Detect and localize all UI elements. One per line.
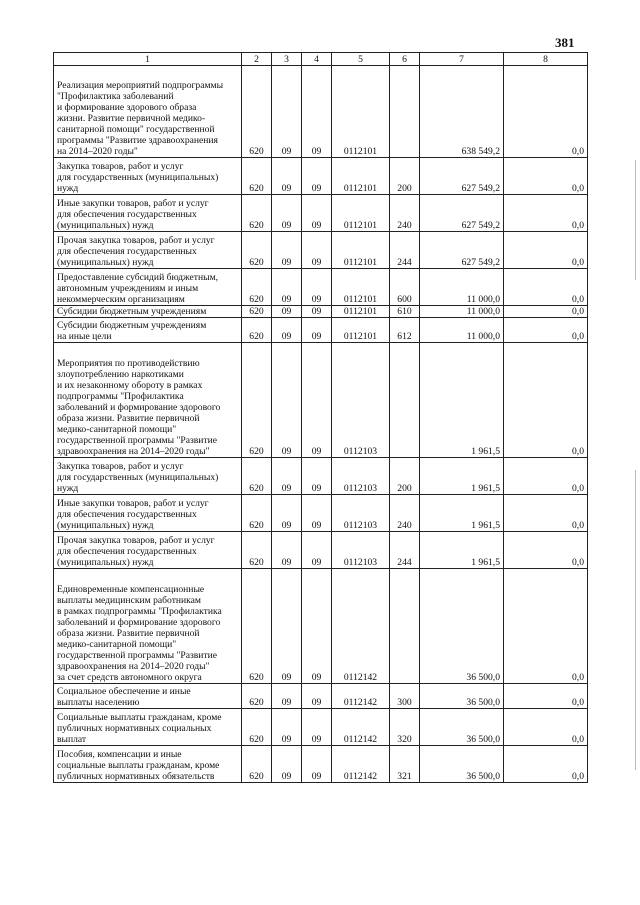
amount-col8-cell: 0,0 bbox=[504, 569, 588, 684]
row-description: Реализация мероприятий подпрограммы "Профилактика заболеваний и формирование здорового образа жизни. Развитие первичной медико- санитарной помощи" государственной программы "Развитие здравоохранения на 2014–2020 годы" bbox=[57, 80, 224, 157]
amount-col8-cell: 0,0 bbox=[504, 709, 588, 746]
section-code-cell: 09 bbox=[272, 495, 302, 532]
section-code-cell: 09 bbox=[272, 746, 302, 783]
row-description: Прочая закупка товаров, работ и услуг для обеспечения государственных (муниципальных) нужд bbox=[57, 235, 215, 268]
target-article-code-cell: 0112101 bbox=[332, 306, 390, 318]
section-code-cell: 09 bbox=[272, 684, 302, 709]
row-description: Социальные выплаты гражданам, кроме публичных нормативных социальных выплат bbox=[57, 712, 222, 745]
amount-cell: 627 549,2 bbox=[420, 195, 504, 232]
chapter-code-cell: 620 bbox=[242, 318, 272, 343]
table-row bbox=[54, 532, 588, 569]
expense-type-code-cell: 244 bbox=[390, 232, 420, 269]
section-code-cell: 09 bbox=[272, 195, 302, 232]
section-code-cell: 09 bbox=[272, 709, 302, 746]
column-header-7: 7 bbox=[420, 53, 504, 66]
section-code-cell: 09 bbox=[272, 458, 302, 495]
target-article-code-cell: 0112101 bbox=[332, 158, 390, 195]
amount-cell: 36 500,0 bbox=[420, 746, 504, 783]
amount-col8-cell: 0,0 bbox=[504, 746, 588, 783]
amount-cell: 36 500,0 bbox=[420, 709, 504, 746]
table-row bbox=[54, 195, 588, 232]
subsection-code-cell: 09 bbox=[302, 532, 332, 569]
expense-type-code-cell: 240 bbox=[390, 195, 420, 232]
target-article-code-cell: 0112101 bbox=[332, 318, 390, 343]
chapter-code-cell: 620 bbox=[242, 684, 272, 709]
expense-type-code-cell: 300 bbox=[390, 684, 420, 709]
amount-cell: 1 961,5 bbox=[420, 532, 504, 569]
amount-cell: 638 549,2 bbox=[420, 66, 504, 158]
column-header-6: 6 bbox=[390, 53, 420, 66]
column-header-2: 2 bbox=[242, 53, 272, 66]
row-description-cell bbox=[54, 318, 242, 343]
expense-type-code-cell: 200 bbox=[390, 158, 420, 195]
subsection-code-cell: 09 bbox=[302, 195, 332, 232]
section-code-cell: 09 bbox=[272, 232, 302, 269]
amount-cell: 627 549,2 bbox=[420, 158, 504, 195]
section-code-cell: 09 bbox=[272, 532, 302, 569]
scan-edge-mark bbox=[635, 470, 636, 770]
expense-type-code-cell bbox=[390, 66, 420, 158]
row-description-cell bbox=[54, 569, 242, 684]
table-row bbox=[54, 306, 588, 318]
target-article-code-cell: 0112103 bbox=[332, 343, 390, 458]
row-description: Социальное обеспечение и иные выплаты населению bbox=[57, 686, 191, 708]
table-row bbox=[54, 495, 588, 532]
table-header-row bbox=[54, 53, 588, 66]
subsection-code-cell: 09 bbox=[302, 709, 332, 746]
row-description-cell bbox=[54, 306, 242, 318]
row-description-cell bbox=[54, 66, 242, 158]
subsection-code-cell: 09 bbox=[302, 746, 332, 783]
section-code-cell: 09 bbox=[272, 306, 302, 318]
chapter-code-cell: 620 bbox=[242, 269, 272, 306]
amount-cell: 36 500,0 bbox=[420, 684, 504, 709]
target-article-code-cell: 0112101 bbox=[332, 195, 390, 232]
table-row bbox=[54, 746, 588, 783]
expense-type-code-cell bbox=[390, 569, 420, 684]
target-article-code-cell: 0112101 bbox=[332, 269, 390, 306]
row-description-cell bbox=[54, 232, 242, 269]
row-description-cell bbox=[54, 532, 242, 569]
amount-col8-cell: 0,0 bbox=[504, 318, 588, 343]
section-code-cell: 09 bbox=[272, 569, 302, 684]
row-description-cell bbox=[54, 343, 242, 458]
chapter-code-cell: 620 bbox=[242, 195, 272, 232]
target-article-code-cell: 0112101 bbox=[332, 232, 390, 269]
expense-type-code-cell: 200 bbox=[390, 458, 420, 495]
chapter-code-cell: 620 bbox=[242, 306, 272, 318]
expense-type-code-cell: 612 bbox=[390, 318, 420, 343]
subsection-code-cell: 09 bbox=[302, 458, 332, 495]
row-description-cell bbox=[54, 458, 242, 495]
subsection-code-cell: 09 bbox=[302, 318, 332, 343]
amount-col8-cell: 0,0 bbox=[504, 684, 588, 709]
amount-col8-cell: 0,0 bbox=[504, 306, 588, 318]
amount-col8-cell: 0,0 bbox=[504, 532, 588, 569]
target-article-code-cell: 0112103 bbox=[332, 495, 390, 532]
subsection-code-cell: 09 bbox=[302, 343, 332, 458]
row-description: Прочая закупка товаров, работ и услуг для обеспечения государственных (муниципальных) нужд bbox=[57, 535, 215, 568]
row-description: Иные закупки товаров, работ и услуг для обеспечения государственных (муниципальных) нужд bbox=[57, 198, 209, 231]
subsection-code-cell: 09 bbox=[302, 306, 332, 318]
target-article-code-cell: 0112101 bbox=[332, 66, 390, 158]
row-description-cell bbox=[54, 746, 242, 783]
amount-cell: 627 549,2 bbox=[420, 232, 504, 269]
table-row bbox=[54, 343, 588, 458]
table-row bbox=[54, 66, 588, 158]
table-row bbox=[54, 569, 588, 684]
expense-type-code-cell: 240 bbox=[390, 495, 420, 532]
budget-table bbox=[53, 52, 588, 783]
table-body bbox=[54, 66, 588, 783]
subsection-code-cell: 09 bbox=[302, 269, 332, 306]
table-row bbox=[54, 232, 588, 269]
row-description: Мероприятия по противодействию злоупотреблению наркотиками и их незаконному обороту в рамках подпрограммы "Профилактика заболеваний и формирование здорового образа жизни. Развитие первичной медико-санитарной помощи" государственной программы "Развитие здравоохранения на 2014–2020 годы" bbox=[57, 358, 221, 457]
section-code-cell: 09 bbox=[272, 269, 302, 306]
table-row bbox=[54, 269, 588, 306]
amount-col8-cell: 0,0 bbox=[504, 195, 588, 232]
target-article-code-cell: 0112103 bbox=[332, 532, 390, 569]
column-header-1: 1 bbox=[54, 53, 242, 66]
amount-col8-cell: 0,0 bbox=[504, 269, 588, 306]
expense-type-code-cell: 600 bbox=[390, 269, 420, 306]
subsection-code-cell: 09 bbox=[302, 232, 332, 269]
scan-edge-mark bbox=[635, 160, 636, 280]
amount-cell: 1 961,5 bbox=[420, 495, 504, 532]
table-row bbox=[54, 318, 588, 343]
amount-col8-cell: 0,0 bbox=[504, 343, 588, 458]
chapter-code-cell: 620 bbox=[242, 232, 272, 269]
expense-type-code-cell: 610 bbox=[390, 306, 420, 318]
amount-cell: 1 961,5 bbox=[420, 458, 504, 495]
table-row bbox=[54, 684, 588, 709]
subsection-code-cell: 09 bbox=[302, 66, 332, 158]
row-description-cell bbox=[54, 684, 242, 709]
target-article-code-cell: 0112103 bbox=[332, 458, 390, 495]
section-code-cell: 09 bbox=[272, 158, 302, 195]
amount-col8-cell: 0,0 bbox=[504, 66, 588, 158]
row-description-cell bbox=[54, 495, 242, 532]
amount-col8-cell: 0,0 bbox=[504, 158, 588, 195]
section-code-cell: 09 bbox=[272, 66, 302, 158]
row-description-cell bbox=[54, 709, 242, 746]
expense-type-code-cell: 321 bbox=[390, 746, 420, 783]
amount-col8-cell: 0,0 bbox=[504, 232, 588, 269]
row-description: Закупка товаров, работ и услуг для государственных (муниципальных) нужд bbox=[57, 161, 219, 194]
row-description-cell bbox=[54, 195, 242, 232]
chapter-code-cell: 620 bbox=[242, 495, 272, 532]
table-row bbox=[54, 458, 588, 495]
table-row bbox=[54, 709, 588, 746]
target-article-code-cell: 0112142 bbox=[332, 709, 390, 746]
page-number: 381 bbox=[555, 35, 575, 50]
row-description: Предоставление субсидий бюджетным, автономным учреждениям и иным некоммерческим организациям bbox=[57, 272, 219, 305]
row-description: Единовременные компенсационные выплаты медицинским работникам в рамках подпрограммы "Профилактика заболеваний и формирование здорового образа жизни. Развитие первичной медико-санитарной помощи" государственной программы "Развитие здравоохранения на 2014–2020 годы" за счет средств автономного округа bbox=[57, 584, 222, 683]
subsection-code-cell: 09 bbox=[302, 158, 332, 195]
expense-type-code-cell: 244 bbox=[390, 532, 420, 569]
row-description: Субсидии бюджетным учреждениям на иные цели bbox=[57, 320, 207, 342]
amount-col8-cell: 0,0 bbox=[504, 458, 588, 495]
amount-cell: 11 000,0 bbox=[420, 269, 504, 306]
chapter-code-cell: 620 bbox=[242, 66, 272, 158]
column-header-5: 5 bbox=[332, 53, 390, 66]
amount-cell: 11 000,0 bbox=[420, 306, 504, 318]
chapter-code-cell: 620 bbox=[242, 158, 272, 195]
row-description: Пособия, компенсации и иные социальные выплаты гражданам, кроме публичных нормативных обязательств bbox=[57, 749, 220, 782]
column-header-8: 8 bbox=[504, 53, 588, 66]
target-article-code-cell: 0112142 bbox=[332, 684, 390, 709]
row-description: Иные закупки товаров, работ и услуг для обеспечения государственных (муниципальных) нужд bbox=[57, 498, 209, 531]
chapter-code-cell: 620 bbox=[242, 458, 272, 495]
subsection-code-cell: 09 bbox=[302, 684, 332, 709]
row-description: Закупка товаров, работ и услуг для государственных (муниципальных) нужд bbox=[57, 461, 219, 494]
expense-type-code-cell: 320 bbox=[390, 709, 420, 746]
target-article-code-cell: 0112142 bbox=[332, 746, 390, 783]
amount-cell: 1 961,5 bbox=[420, 343, 504, 458]
subsection-code-cell: 09 bbox=[302, 495, 332, 532]
chapter-code-cell: 620 bbox=[242, 709, 272, 746]
expense-type-code-cell bbox=[390, 343, 420, 458]
subsection-code-cell: 09 bbox=[302, 569, 332, 684]
chapter-code-cell: 620 bbox=[242, 746, 272, 783]
row-description: Субсидии бюджетным учреждениям bbox=[57, 306, 207, 317]
amount-cell: 11 000,0 bbox=[420, 318, 504, 343]
amount-col8-cell: 0,0 bbox=[504, 495, 588, 532]
target-article-code-cell: 0112142 bbox=[332, 569, 390, 684]
chapter-code-cell: 620 bbox=[242, 343, 272, 458]
column-header-3: 3 bbox=[272, 53, 302, 66]
table-row bbox=[54, 158, 588, 195]
chapter-code-cell: 620 bbox=[242, 569, 272, 684]
row-description-cell bbox=[54, 269, 242, 306]
section-code-cell: 09 bbox=[272, 318, 302, 343]
column-header-4: 4 bbox=[302, 53, 332, 66]
row-description-cell bbox=[54, 158, 242, 195]
section-code-cell: 09 bbox=[272, 343, 302, 458]
chapter-code-cell: 620 bbox=[242, 532, 272, 569]
amount-cell: 36 500,0 bbox=[420, 569, 504, 684]
